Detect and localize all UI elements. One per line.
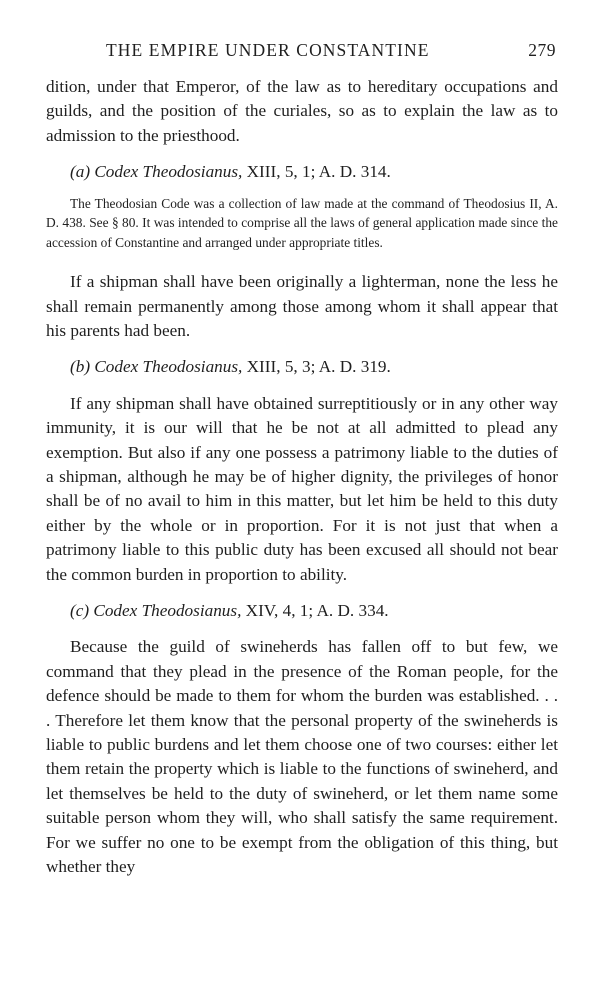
section-heading-a: [70, 160, 558, 184]
section-source-a: Codex Theodosianus,: [94, 162, 243, 182]
intro-paragraph: dition, under that Emperor, of the law as to hereditary occupations and guilds, and the position of the curiales, so as to explain the law as to admission to the priesthood.: [46, 77, 558, 145]
section-letter-c: (c): [70, 601, 90, 620]
section-source-b: Codex Theodosianus,: [94, 357, 243, 377]
law-text-b: If any shipman shall have obtained surreptitiously or in any other way immunity, it is our will that he be not at all admitted to plead any exemption. But also if any one possess a patrimony liable to the duties of a shipman, although he may be of higher dignity, the privileges of honor shall be of no avail to him in this matter, but let him be held to this duty either by the whole or in proportion. For it is not just that when a patrimony liable to this public duty has been excused all should not bear the common burden in proportion to ability.: [46, 393, 558, 584]
section-heading-c: [70, 599, 558, 623]
section-citation-c: XIV, 4, 1; A. D. 334.: [245, 601, 389, 620]
section-source-c: Codex Theodosianus,: [93, 601, 242, 620]
editorial-note-a: The Theodosian Code was a collection of law made at the command of Theodosius II, A. D. 438. See § 80. It was intended to comprise all the laws of general application made since the accession of Constantine and arranged under appropriate titles.: [46, 195, 558, 250]
section-letter-b: (b): [70, 357, 91, 377]
running-title: THE EMPIRE UNDER CONSTANTINE: [106, 40, 430, 60]
law-text-c: Because the guild of swineherds has fallen off to but few, we command that they plead in the presence of the Roman people, for the defence should be made to them for whom the burden was established. . . . Therefore let them know that the personal property of the swineherds is liable to public burdens and let them choose one of two courses: either let them retain the property which is liable to the functions of swineherd, and let themselves be held to the duty of swineherd, or let them name some suitable person whom they will, who shall satisfy the same requirement. For we suffer no one to be exempt from the obligation of this thing, but whether they: [46, 637, 558, 877]
running-header: [46, 36, 558, 66]
section-citation-b: XIII, 5, 3; A. D. 319.: [246, 357, 391, 377]
section-letter-a: (a): [70, 162, 91, 182]
page-number: 279: [528, 40, 556, 60]
law-text-a: If a shipman shall have been originally a lighterman, none the less he shall remain permanently among those among whom it shall appear that his parents had been.: [46, 272, 558, 340]
book-page: [46, 36, 558, 879]
section-heading-b: [70, 355, 558, 379]
section-citation-a: XIII, 5, 1; A. D. 314.: [246, 162, 391, 182]
